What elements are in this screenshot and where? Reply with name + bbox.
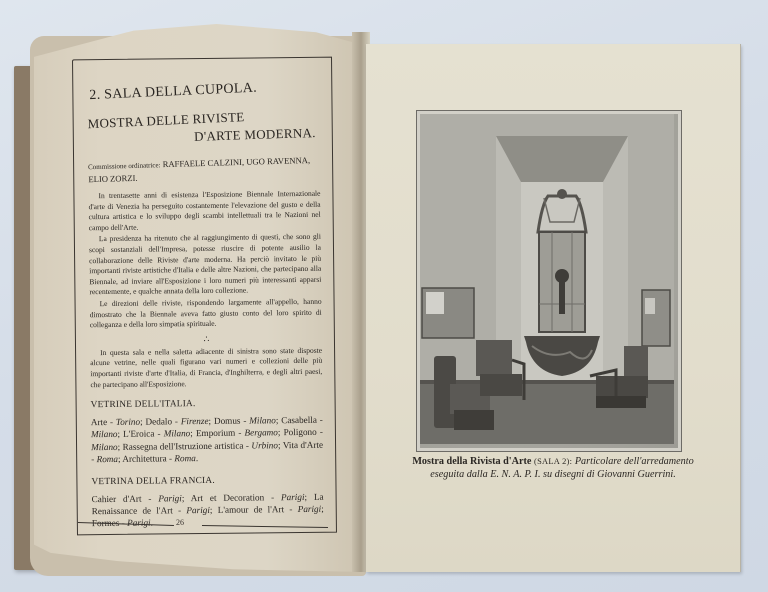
left-page-text-frame xyxy=(72,57,337,536)
entry-name: Vita d'Arte xyxy=(282,439,324,450)
caption-detail-2: eseguita dalla E. N. A. P. I. su disegni di Giovanni Guerrini. xyxy=(430,469,676,480)
entry-city: Parigi xyxy=(297,503,322,515)
entry-city: Parigi xyxy=(158,493,182,504)
italy-list: Arte - Torino; Dedalo - Firenze; Domus - Milano; Casabella - Milano; L'Eroica - Milano; Emporium - Bergamo; Poligono - Milano; Rassegna dell'Istruzione artistica - Urbino; Vita d'Arte - Roma; Architettura - Roma. xyxy=(90,414,324,464)
section-title: 2. SALA DELLA CUPOLA. xyxy=(89,80,258,104)
exhibition-room-photo xyxy=(420,114,678,448)
entry-city: Milano xyxy=(163,428,191,439)
entry-name: Poligono xyxy=(283,427,317,438)
entry-name: L'Eroica xyxy=(123,428,155,440)
photo-plate xyxy=(416,110,682,452)
heading-line-2: D'ARTE MODERNA. xyxy=(193,125,316,144)
separator-asterism: ∴ xyxy=(203,333,209,344)
photo-caption xyxy=(383,455,723,481)
paragraph-2: La presidenza ha ritenuto che al raggiungimento di questi, che sono gli scopi sostanziali dell'Impresa, potesse riuscire di potente ausilio la collaborazione delle Riviste d'arte moderna. Ha perciò invitato le più importanti riviste artistiche d'Italia e delle altre Nazioni, che partecipano alla Biennale, ad inviare all'Esposizione i loro numeri più interessanti apparsi recentemente, e qualche annata della loro collezione. xyxy=(88,232,322,297)
entry-city: Parigi xyxy=(186,505,210,516)
paragraph-3: Le direzioni delle riviste, rispondendo largamente all'appello, hanno dimostrato che la Biennale aveva fatto giusto conto del loro spirito di colleganza e della loro simpatia spirituale. xyxy=(89,296,322,330)
entry-name: Arte xyxy=(90,417,108,428)
italy-heading: VETRINE DELL'ITALIA. xyxy=(90,399,196,411)
entry-name: Dedalo xyxy=(145,416,173,427)
entry-name: Formes xyxy=(91,518,120,529)
footer-rule-left xyxy=(78,522,174,526)
heading-line-1: MOSTRA DELLE RIVISTE xyxy=(87,109,245,132)
entry-name: Casabella xyxy=(281,414,317,426)
entry-city: Milano xyxy=(91,441,118,452)
entry-city: Torino xyxy=(115,416,141,428)
entry-city: Firenze xyxy=(180,416,209,427)
commission-label: Commissione ordinatrice: xyxy=(87,161,161,172)
page-number: 26 xyxy=(176,518,184,527)
entry-city: Urbino xyxy=(251,439,278,451)
entry-city: Roma xyxy=(174,452,196,464)
commission xyxy=(88,154,321,185)
caption-title: Mostra della Rivista d'Arte xyxy=(412,456,532,467)
entry-name: L'amour de l'Art xyxy=(217,504,285,515)
entry-name: Rassegna dell'Istruzione artistica xyxy=(122,440,244,452)
entry-city: Milano xyxy=(90,429,118,440)
entry-city: Bergamo xyxy=(244,427,278,438)
entry-city: Parigi xyxy=(280,491,305,503)
entry-name: La Renaissance de l'Art xyxy=(91,491,324,517)
page-footer xyxy=(72,517,330,540)
entry-name: Domus xyxy=(213,415,241,426)
commission-names-1: RAFFAELE CALZINI, UGO RAVENNA, xyxy=(162,155,311,170)
entry-city: Milano xyxy=(249,415,276,426)
paragraph-1: In trentasette anni di esistenza l'Esposizione Biennale Internazionale d'arte di Venezia ha perseguito costantemente l'elevazione del gusto e della cultura artistica e lo sviluppo degli scambi intellettuali tra le Nazioni nel campo dell'Arte. xyxy=(88,188,321,232)
entry-city: Roma xyxy=(96,453,119,464)
room-illustration xyxy=(420,114,674,444)
entry-name: Architettura xyxy=(122,453,167,464)
footer-rule-right xyxy=(202,525,328,528)
france-heading: VETRINA DELLA FRANCIA. xyxy=(91,475,215,488)
entry-name: Emporium xyxy=(195,427,236,439)
paragraph-4: In questa sala e nella saletta adiacente di sinistra sono state disposte alcune vetrine, nelle quali figurano vari numeri e collezioni delle più importanti riviste d'arte d'Italia, di Francia, d'Inghilterra, e degli altri paesi, che partecipano all'Esposizione. xyxy=(90,345,323,389)
france-list: Cahier d'Art - Parigi; Art et Decoration - Parigi; La Renaissance de l'Art - Parigi; L'amour de l'Art - Parigi; Formes - Parigi. xyxy=(91,491,324,529)
caption-sala: (SALA 2): xyxy=(533,457,573,466)
commission-names-2: ELIO ZORZI. xyxy=(88,172,138,185)
caption-detail-1: Particolare dell'arredamento xyxy=(574,456,694,467)
entry-name: Cahier d'Art xyxy=(91,493,142,505)
entry-city: Parigi xyxy=(127,517,151,529)
entry-name: Art et Decoration xyxy=(190,492,265,504)
